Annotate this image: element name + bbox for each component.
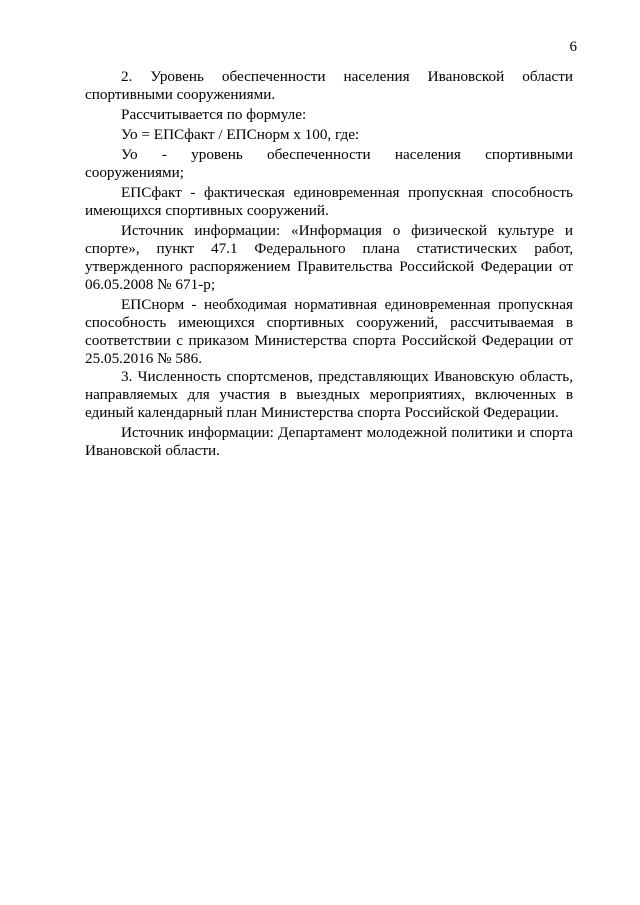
page-number: 6 [569,39,577,55]
paragraph-eps-norm-definition: ЕПСнорм - необходимая нормативная единовременная пропускная способность имеющихся спортивных сооружений, рассчитываемая в соответствии с приказом Министерства спорта Российской Федерации от 25.05.2016 № 586. [85,296,573,367]
paragraph-indicator-3-title: 3. Численность спортсменов, представляющих Ивановскую область, направляемых для участия в выездных мероприятиях, включенных в единый календарный план Министерства спорта Российской Федерации. [85,368,573,421]
document-body [85,68,573,460]
paragraph-indicator-2-title: 2. Уровень обеспеченности населения Ивановской области спортивными сооружениями. [85,68,573,103]
paragraph-uo-definition: Уо - уровень обеспеченности населения спортивными сооружениями; [85,146,573,181]
paragraph-formula: Уо = ЕПСфакт / ЕПСнорм х 100, где: [121,126,360,143]
paragraph-formula-intro: Рассчитывается по формуле: [121,106,307,123]
paragraph-source-1: Источник информации: «Информация о физической культуре и спорте», пункт 47.1 Федерального плана статистических работ, утвержденного распоряжением Правительства Российской Федерации от 06.05.2008 № 671-р; [85,222,573,293]
paragraph-eps-fact-definition: ЕПСфакт - фактическая единовременная пропускная способность имеющихся спортивных сооружений. [85,184,573,219]
paragraph-source-2: Источник информации: Департамент молодежной политики и спорта Ивановской области. [85,424,573,459]
